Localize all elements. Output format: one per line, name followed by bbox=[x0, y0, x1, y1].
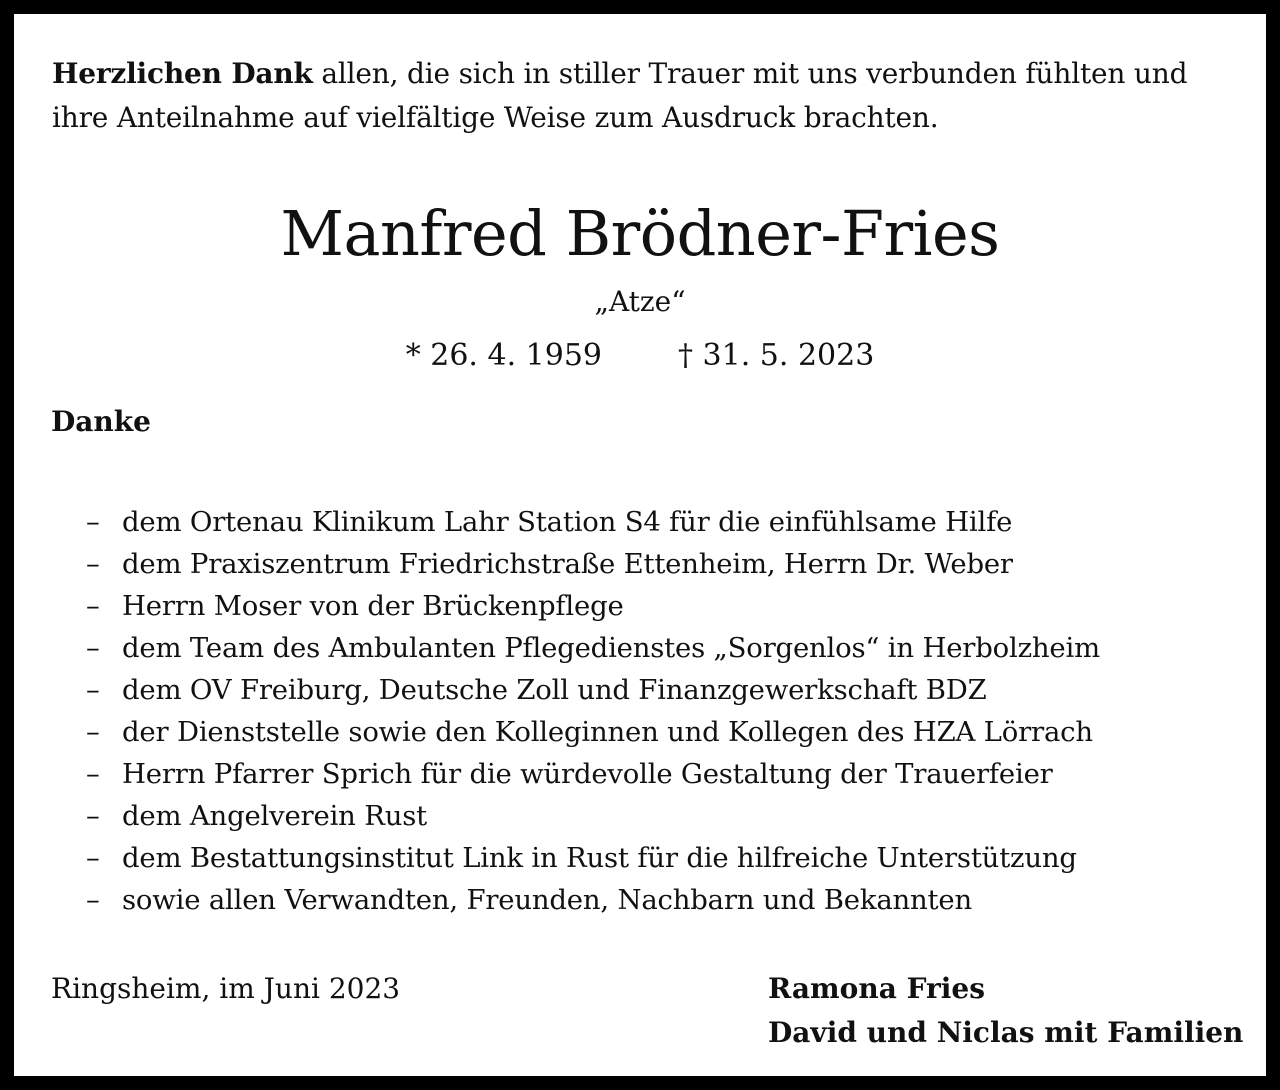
list-item bbox=[86, 627, 1246, 669]
intro-text: allen, die sich in stiller Trauer mit uns verbunden fühlten und ihre Anteilnahme auf vielfältige Weise zum Ausdruck brachten. bbox=[52, 57, 1188, 134]
list-item bbox=[86, 753, 1246, 795]
list-dash: – bbox=[86, 548, 100, 580]
list-item bbox=[86, 501, 1246, 543]
deceased-nickname: „Atze“ bbox=[594, 285, 686, 318]
list-dash: – bbox=[86, 590, 100, 622]
list-item bbox=[86, 795, 1246, 837]
thanks-heading: Danke bbox=[51, 405, 151, 438]
list-dash: – bbox=[86, 674, 100, 706]
list-dash: – bbox=[86, 800, 100, 832]
list-item-text: dem Praxiszentrum Friedrichstraße Ettenheim, Herrn Dr. Weber bbox=[122, 548, 1013, 580]
list-dash: – bbox=[86, 716, 100, 748]
list-item bbox=[86, 543, 1246, 585]
list-dash: – bbox=[86, 758, 100, 790]
deceased-name: Manfred Brödner-Fries bbox=[280, 197, 1000, 270]
list-item-text: dem Ortenau Klinikum Lahr Station S4 für die einfühlsame Hilfe bbox=[122, 506, 1013, 538]
list-item-text: dem Bestattungsinstitut Link in Rust für die hilfreiche Unterstützung bbox=[122, 842, 1077, 874]
list-item bbox=[86, 837, 1246, 879]
death-date: † 31. 5. 2023 bbox=[678, 338, 875, 373]
list-item-text: der Dienststelle sowie den Kolleginnen und Kollegen des HZA Lörrach bbox=[122, 716, 1093, 748]
list-item-text: Herrn Pfarrer Sprich für die würdevolle Gestaltung der Trauerfeier bbox=[122, 758, 1053, 790]
thanks-list bbox=[86, 501, 1246, 921]
list-item bbox=[86, 585, 1246, 627]
intro-lead: Herzlichen Dank bbox=[52, 57, 313, 90]
intro-paragraph bbox=[52, 52, 1248, 140]
list-item-text: sowie allen Verwandten, Freunden, Nachbarn und Bekannten bbox=[122, 884, 972, 916]
list-item bbox=[86, 879, 1246, 921]
place-and-date: Ringsheim, im Juni 2023 bbox=[51, 972, 401, 1005]
list-dash: – bbox=[86, 842, 100, 874]
signature-line: Ramona Fries bbox=[768, 972, 985, 1005]
list-item bbox=[86, 669, 1246, 711]
list-dash: – bbox=[86, 884, 100, 916]
birth-date: * 26. 4. 1959 bbox=[405, 338, 602, 373]
list-item bbox=[86, 711, 1246, 753]
list-dash: – bbox=[86, 506, 100, 538]
list-item-text: Herrn Moser von der Brückenpflege bbox=[122, 590, 624, 622]
signatures bbox=[768, 967, 1243, 1055]
signature-line: David und Niclas mit Familien bbox=[768, 1016, 1244, 1049]
list-item-text: dem Angelverein Rust bbox=[122, 800, 427, 832]
list-dash: – bbox=[86, 632, 100, 664]
list-item-text: dem Team des Ambulanten Pflegedienstes „Sorgenlos“ in Herbolzheim bbox=[122, 632, 1100, 664]
list-item-text: dem OV Freiburg, Deutsche Zoll und Finanzgewerkschaft BDZ bbox=[122, 674, 987, 706]
life-dates bbox=[14, 334, 1266, 378]
